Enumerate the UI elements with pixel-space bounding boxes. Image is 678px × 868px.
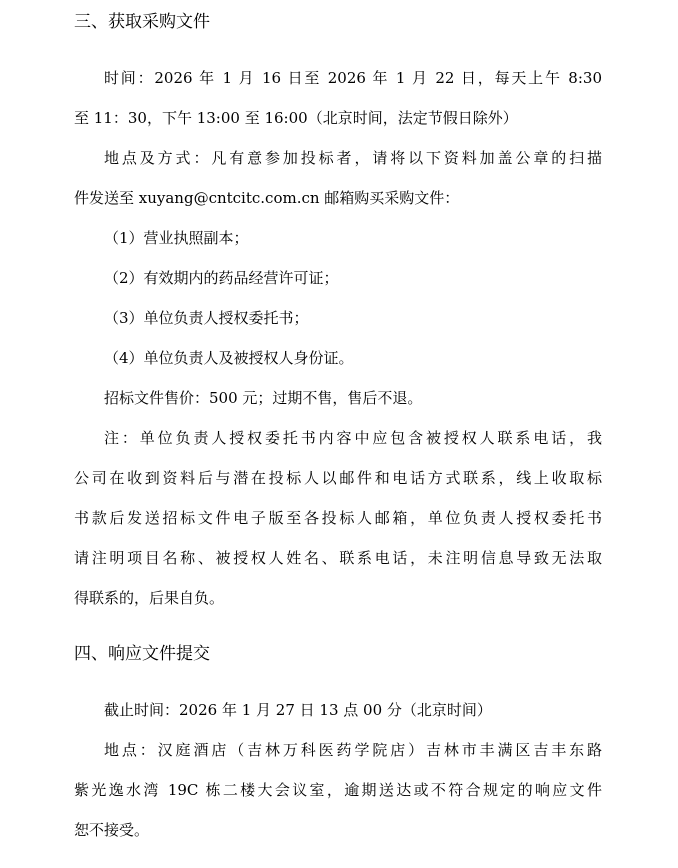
- note-line: 请注明项目名称、被授权人姓名、联系电话，未注明信息导致无法取: [74, 549, 602, 567]
- time-line-2: 至 11：30，下午 13:00 至 16:00（北京时间，法定节假日除外）: [74, 109, 518, 127]
- required-doc-item: （2）有效期内的药品经营许可证；: [104, 269, 339, 287]
- submission-place-line: 紫光逸水湾 19C 栋二楼大会议室，逾期送达或不符合规定的响应文件: [74, 781, 602, 799]
- required-doc-item: （4）单位负责人及被授权人身份证。: [104, 349, 354, 367]
- place-method-line-1: 地点及方式：凡有意参加投标者，请将以下资料加盖公章的扫描: [104, 149, 602, 167]
- note-line: 书款后发送招标文件电子版至各投标人邮箱，单位负责人授权委托书: [74, 509, 602, 527]
- section-4-heading: 四、响应文件提交: [74, 644, 210, 664]
- time-line-1: 时间：2026 年 1 月 16 日至 2026 年 1 月 22 日，每天上午 8:30: [104, 69, 602, 87]
- required-doc-item: （1）营业执照副本；: [104, 229, 249, 247]
- document-price: 招标文件售价：500 元；过期不售，售后不退。: [104, 389, 423, 407]
- submission-place-line: 恕不接受。: [74, 821, 150, 839]
- section-3-heading: 三、获取采购文件: [74, 12, 210, 32]
- note-line: 公司在收到资料后与潜在投标人以邮件和电话方式联系，线上收取标: [74, 469, 602, 487]
- submission-place-line: 地点：汉庭酒店（吉林万科医药学院店）吉林市丰满区吉丰东路: [104, 741, 602, 759]
- required-doc-item: （3）单位负责人授权委托书；: [104, 309, 309, 327]
- note-line: 得联系的，后果自负。: [74, 589, 225, 607]
- place-method-line-2: 件发送至 xuyang@cntcitc.com.cn 邮箱购买采购文件：: [74, 189, 460, 207]
- note-line: 注：单位负责人授权委托书内容中应包含被授权人联系电话，我: [104, 429, 602, 447]
- submission-deadline: 截止时间：2026 年 1 月 27 日 13 点 00 分（北京时间）: [104, 701, 492, 719]
